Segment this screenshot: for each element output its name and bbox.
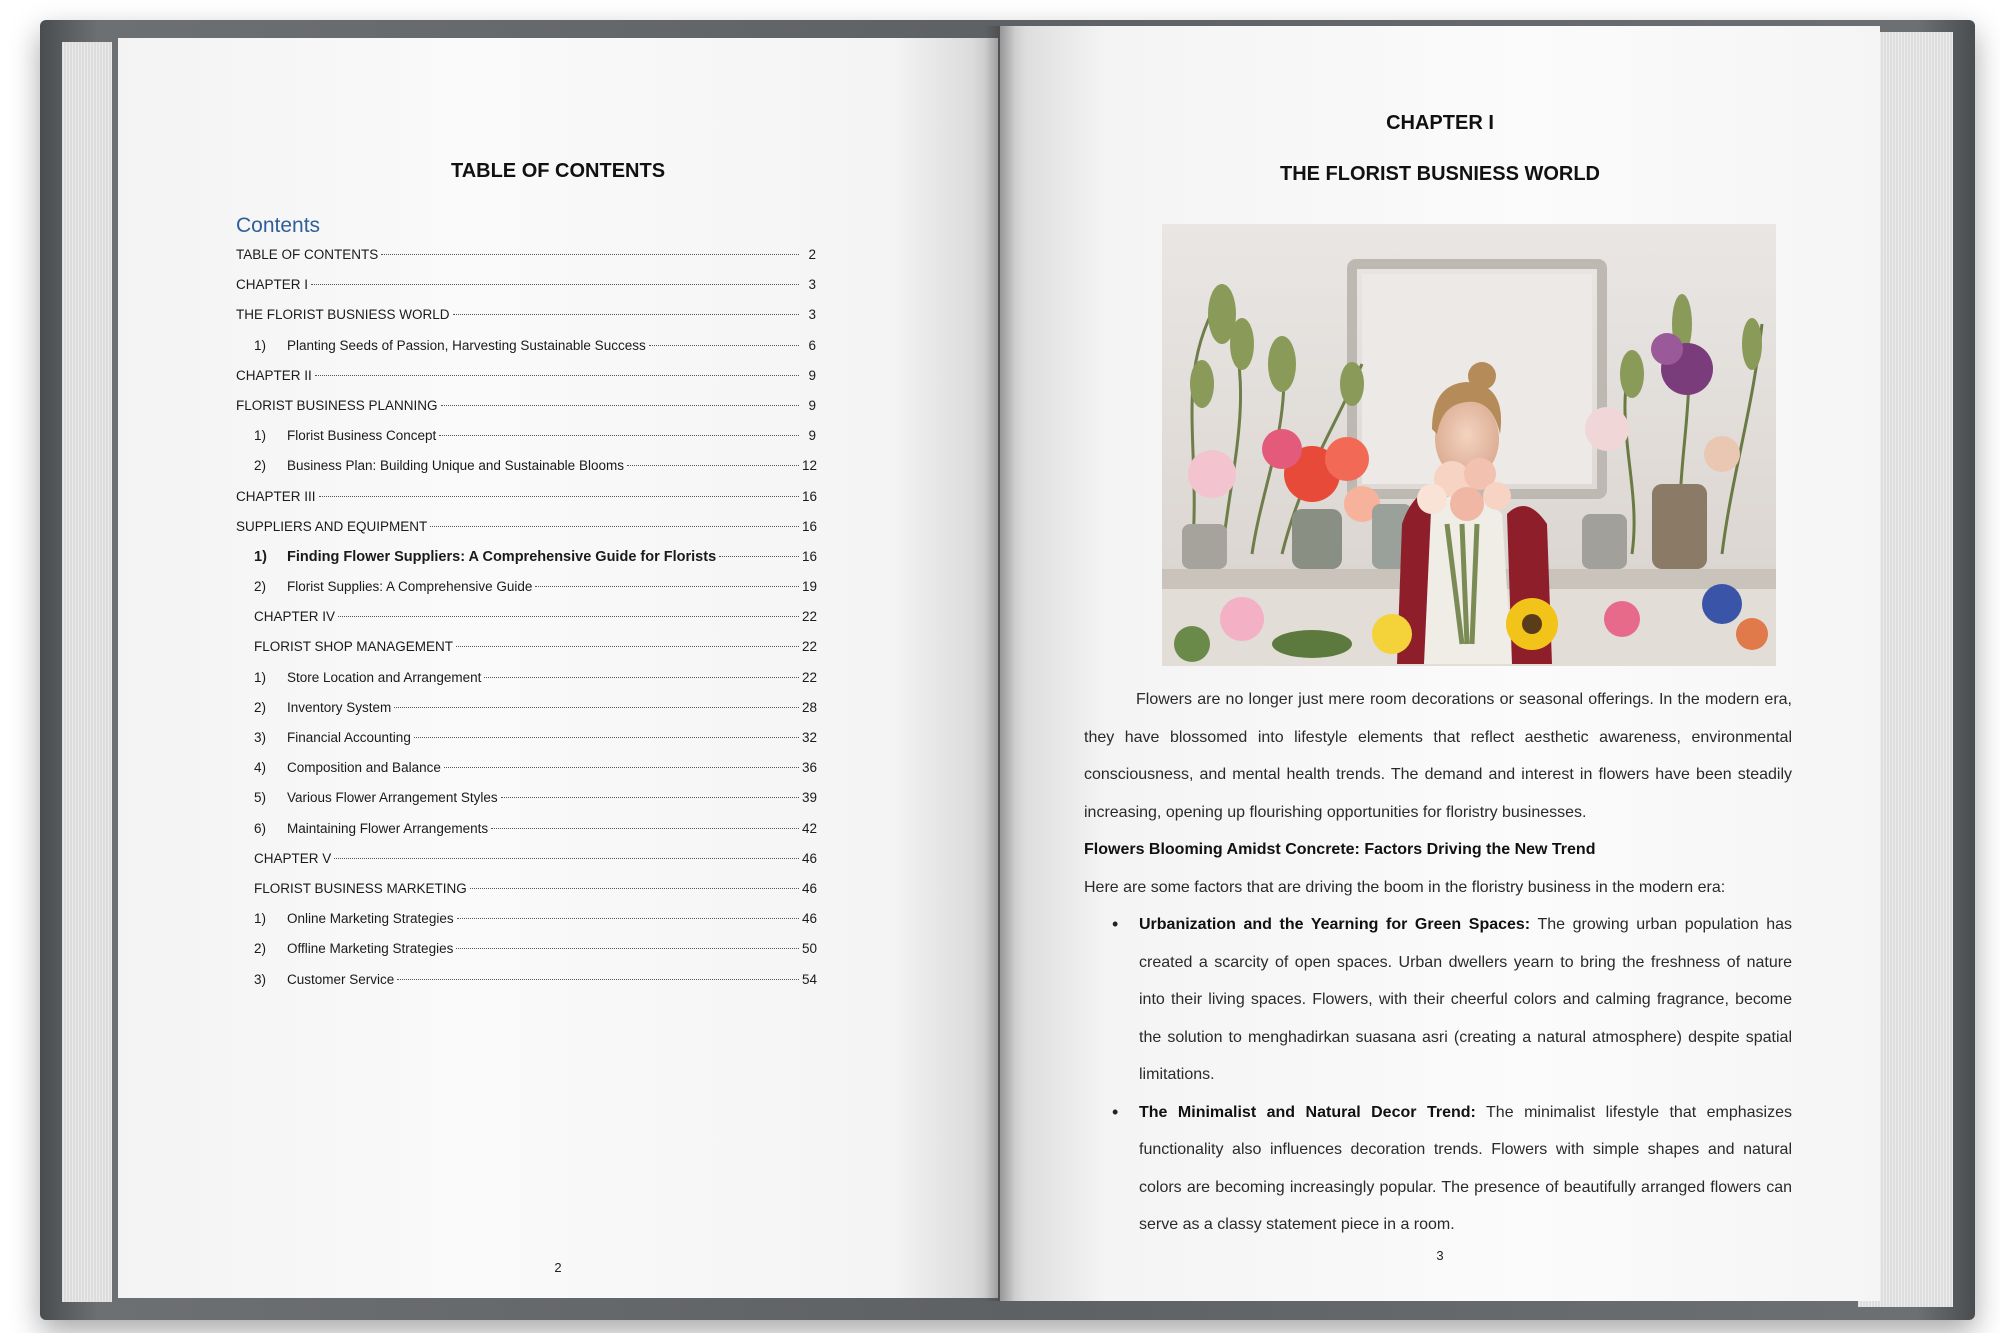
toc-entry-text: FLORIST BUSINESS PLANNING xyxy=(236,397,438,413)
toc-entry[interactable] xyxy=(236,307,816,337)
toc-leader-dots xyxy=(441,405,799,406)
toc-entry-page: 9 xyxy=(808,397,816,413)
toc-leader-dots xyxy=(719,556,799,557)
toc-entry-page: 36 xyxy=(802,760,818,776)
toc-entry[interactable] xyxy=(236,609,816,639)
toc-entry-text: Various Flower Arrangement Styles xyxy=(287,790,498,806)
toc-leader-dots xyxy=(381,254,799,255)
toc-leader-dots xyxy=(456,948,799,949)
toc-entry[interactable] xyxy=(236,368,816,398)
toc-leader-dots xyxy=(627,465,799,466)
toc-leader-dots xyxy=(397,979,799,980)
toc-list xyxy=(236,247,816,1002)
toc-entry-text: Florist Business Concept xyxy=(287,428,437,444)
toc-entry-number: 6) xyxy=(254,820,267,836)
toc-entry-page: 3 xyxy=(808,307,816,323)
toc-entry[interactable] xyxy=(236,639,816,669)
toc-entry-number: 4) xyxy=(254,760,267,776)
toc-entry[interactable] xyxy=(236,851,816,881)
florist-photo-illustration xyxy=(1162,224,1776,666)
toc-leader-dots xyxy=(649,345,799,346)
toc-entry-number: 2) xyxy=(254,699,267,715)
toc-entry-page: 54 xyxy=(802,971,818,987)
toc-leader-dots xyxy=(456,646,799,647)
florist-photo xyxy=(1162,224,1776,666)
page-number: 2 xyxy=(554,1260,562,1275)
toc-entry-page: 2 xyxy=(808,247,816,262)
toc-entry-page: 46 xyxy=(802,911,818,927)
toc-entry-page: 32 xyxy=(802,730,818,745)
toc-entry[interactable] xyxy=(236,579,816,609)
toc-leader-dots xyxy=(394,707,799,708)
left-page xyxy=(118,38,998,1298)
toc-leader-dots xyxy=(484,677,799,678)
chapter-label: CHAPTER I xyxy=(1386,112,1494,134)
toc-entry[interactable] xyxy=(236,941,816,971)
toc-entry-text: CHAPTER II xyxy=(236,367,312,383)
toc-entry[interactable] xyxy=(236,972,816,1002)
toc-entry-page: 42 xyxy=(802,820,818,836)
toc-entry[interactable] xyxy=(236,911,816,941)
factor-text: The minimalist lifestyle that emphasizes functionality also influences decoration trends. Flowers with simple shapes and natural colors are becoming increasingly popular. The presence of beautifully arranged flowers can serve as a classy statement piece in a room. xyxy=(1139,1103,1792,1233)
toc-entry-number: 3) xyxy=(254,971,267,987)
toc-entry[interactable] xyxy=(236,277,816,307)
body-text xyxy=(1084,681,1792,1244)
toc-entry-text: TABLE OF CONTENTS xyxy=(236,247,379,262)
toc-entry-number: 1) xyxy=(254,428,267,444)
toc-entry-text: Offline Marketing Strategies xyxy=(287,941,454,957)
toc-entry-page: 39 xyxy=(802,790,818,806)
toc-entry-text: SUPPLIERS AND EQUIPMENT xyxy=(236,518,428,534)
toc-entry[interactable] xyxy=(236,881,816,911)
toc-entry-page: 22 xyxy=(802,669,818,685)
factor-list xyxy=(1084,906,1792,1244)
toc-entry[interactable] xyxy=(236,760,816,790)
toc-entry-number: 2) xyxy=(254,458,267,474)
toc-leader-dots xyxy=(319,496,799,497)
spine-shadow xyxy=(985,26,1015,1301)
toc-entry[interactable] xyxy=(236,489,816,519)
toc-entry-text: Composition and Balance xyxy=(287,760,441,776)
toc-entry[interactable] xyxy=(236,700,816,730)
page-edges-left xyxy=(62,42,112,1302)
toc-entry-text: Planting Seeds of Passion, Harvesting Sustainable Success xyxy=(287,337,646,353)
toc-entry-text: CHAPTER III xyxy=(236,488,316,504)
toc-entry-number: 1) xyxy=(254,669,267,685)
toc-leader-dots xyxy=(334,858,799,859)
toc-entry[interactable] xyxy=(236,730,816,760)
chapter-title: THE FLORIST BUSNIESS WORLD xyxy=(1280,163,1600,185)
toc-leader-dots xyxy=(535,586,799,587)
toc-entry-number: 1) xyxy=(254,548,267,565)
toc-entry-number: 1) xyxy=(254,337,267,353)
toc-entry-text: FLORIST BUSINESS MARKETING xyxy=(254,880,467,896)
toc-entry[interactable] xyxy=(236,519,816,549)
toc-entry-page: 3 xyxy=(808,277,816,293)
toc-entry-number: 2) xyxy=(254,941,267,957)
toc-entry[interactable] xyxy=(236,549,816,579)
toc-leader-dots xyxy=(315,375,799,376)
toc-entry[interactable] xyxy=(236,790,816,820)
toc-entry-number: 5) xyxy=(254,790,267,806)
toc-leader-dots xyxy=(430,526,799,527)
toc-entry-number: 2) xyxy=(254,579,267,595)
toc-entry-text: Business Plan: Building Unique and Sustainable Blooms xyxy=(287,458,624,474)
toc-entry[interactable] xyxy=(236,458,816,488)
toc-entry-page: 46 xyxy=(802,850,818,866)
toc-entry-text: Financial Accounting xyxy=(287,730,411,745)
toc-entry-page: 19 xyxy=(802,579,818,595)
toc-entry-text: CHAPTER I xyxy=(236,277,309,293)
toc-entry-page: 22 xyxy=(802,639,818,655)
toc-entry-text: Inventory System xyxy=(287,699,392,715)
toc-entry[interactable] xyxy=(236,338,816,368)
page-number: 3 xyxy=(1436,1248,1444,1263)
factor-lead: The Minimalist and Natural Decor Trend: xyxy=(1139,1103,1476,1121)
toc-entry-text: THE FLORIST BUSNIESS WORLD xyxy=(236,307,450,323)
toc-entry-page: 16 xyxy=(802,488,818,504)
toc-entry-text: Store Location and Arrangement xyxy=(287,669,482,685)
toc-entry-page: 28 xyxy=(802,699,818,715)
toc-leader-dots xyxy=(501,797,799,798)
factor-text: The growing urban population has created a scarcity of open spaces. Urban dwellers yearn to bring the freshness of nature into their living spaces. Flowers, with their cheerful colors and calming fragrance, become the solution to menghadirkan suasana asri (creating a natural atmosphere) despite spatial limitations. xyxy=(1139,916,1792,1083)
toc-leader-dots xyxy=(470,888,799,889)
toc-entry-page: 6 xyxy=(808,337,816,353)
toc-title: TABLE OF CONTENTS xyxy=(450,160,666,182)
factor-lead: Urbanization and the Yearning for Green Spaces: xyxy=(1139,916,1531,933)
factor-item xyxy=(1139,1094,1792,1244)
toc-entry-page: 9 xyxy=(808,367,816,383)
toc-entry-text: Finding Flower Suppliers: A Comprehensive Guide for Florists xyxy=(287,548,717,565)
toc-leader-dots xyxy=(414,737,799,738)
toc-entry[interactable] xyxy=(236,821,816,851)
factor-item xyxy=(1139,906,1792,1094)
toc-entry-text: Customer Service xyxy=(287,971,395,987)
toc-entry[interactable] xyxy=(236,398,816,428)
toc-entry-page: 16 xyxy=(802,548,818,564)
toc-leader-dots xyxy=(453,314,799,315)
toc-entry-number: 1) xyxy=(254,911,267,927)
contents-label: Contents xyxy=(236,214,321,237)
toc-leader-dots xyxy=(444,767,799,768)
toc-entry[interactable] xyxy=(236,247,816,277)
section-intro: Here are some factors that are driving the boom in the floristry business in the modern era: xyxy=(1084,878,1726,896)
toc-entry-page: 22 xyxy=(802,609,818,625)
toc-entry-text: CHAPTER IV xyxy=(254,609,336,625)
right-page xyxy=(1000,26,1880,1301)
toc-entry[interactable] xyxy=(236,670,816,700)
intro-paragraph: Flowers are no longer just mere room decorations or seasonal offerings. In the modern era, they have blossomed into lifestyle elements that reflect aesthetic awareness, environmental consciousness, and mental health trends. The demand and interest in flowers have been steadily increasing, opening up flourishing opportunities for floristry businesses. xyxy=(1084,691,1792,821)
toc-entry-page: 12 xyxy=(802,458,818,474)
toc-leader-dots xyxy=(491,828,799,829)
toc-leader-dots xyxy=(338,616,799,617)
toc-entry-text: Florist Supplies: A Comprehensive Guide xyxy=(287,579,533,595)
toc-entry-text: Online Marketing Strategies xyxy=(287,911,454,927)
toc-entry-page: 46 xyxy=(802,880,818,896)
toc-entry[interactable] xyxy=(236,428,816,458)
open-book xyxy=(40,14,1975,1319)
toc-entry-number: 3) xyxy=(254,730,267,745)
section-heading: Flowers Blooming Amidst Concrete: Factors Driving the New Trend xyxy=(1084,841,1596,858)
toc-leader-dots xyxy=(311,284,799,285)
toc-entry-text: Maintaining Flower Arrangements xyxy=(287,820,489,836)
toc-leader-dots xyxy=(457,918,799,919)
toc-entry-text: CHAPTER V xyxy=(254,850,332,866)
toc-leader-dots xyxy=(439,435,799,436)
toc-entry-page: 50 xyxy=(802,941,818,957)
toc-entry-page: 9 xyxy=(808,428,816,444)
toc-entry-page: 16 xyxy=(802,518,818,534)
toc-entry-text: FLORIST SHOP MANAGEMENT xyxy=(254,639,454,655)
